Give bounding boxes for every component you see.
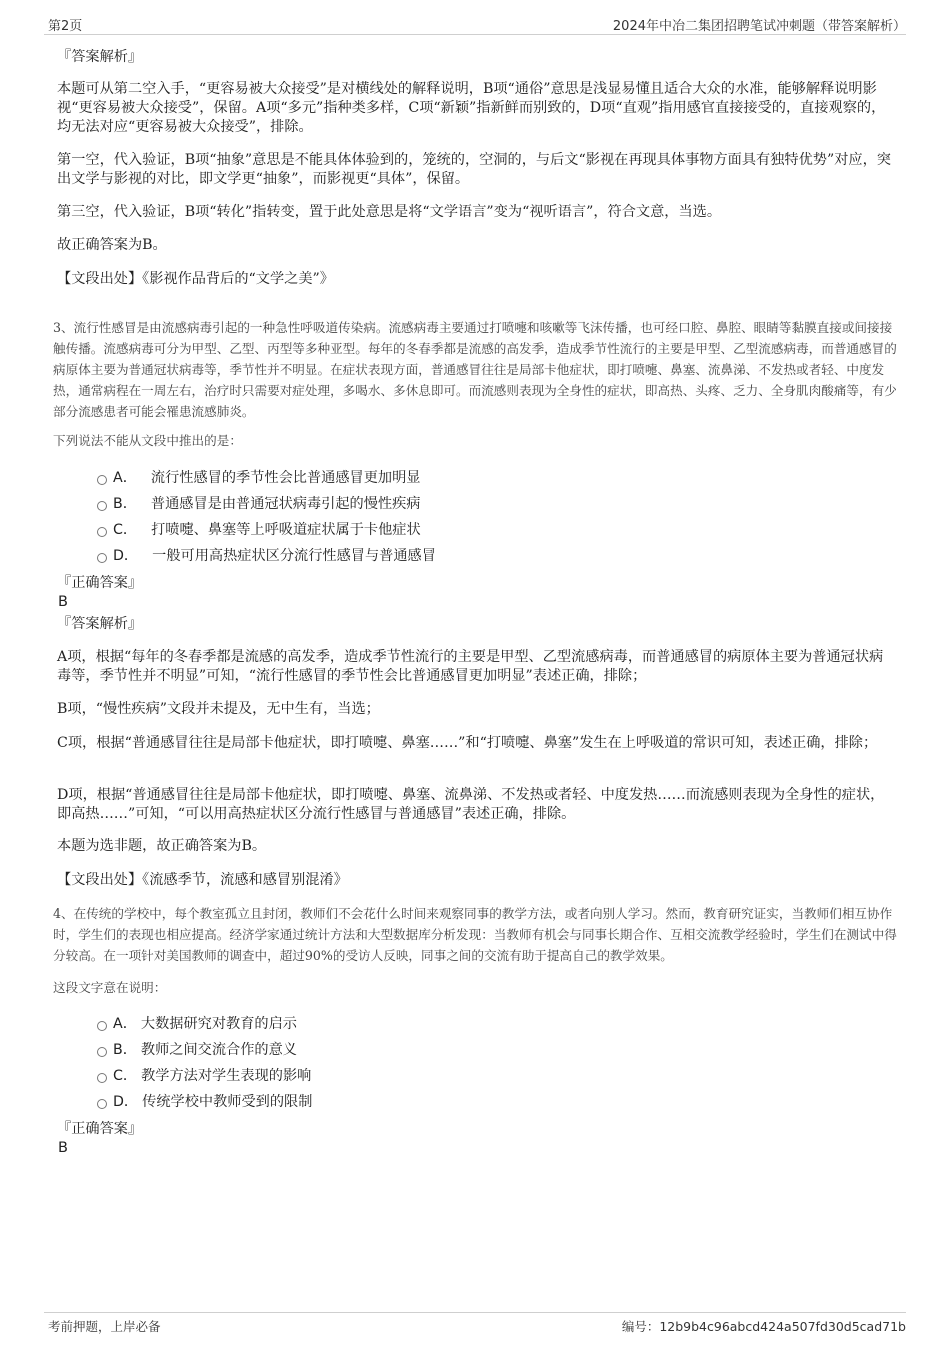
correct-answer: B xyxy=(58,594,68,610)
question-prompt: 这段文字意在说明： xyxy=(53,980,167,995)
analysis-paragraph: B项，“慢性疾病”文段并未提及，无中生有，当选； xyxy=(57,701,380,717)
radio-button[interactable] xyxy=(97,1099,107,1109)
correct-answer-heading: 『正确答案』 xyxy=(57,575,143,591)
option-c[interactable]: C． 教学方法对学生表现的影响 xyxy=(97,1066,877,1086)
analysis-paragraph: A项，根据“每年的冬春季都是流感的高发季，造成季节性流行的主要是甲型、乙型流感病毒，而普通感冒的病原体主要为普通冠状病毒等，季节性并不明显”可知，“流行性感冒的季节性会比普通感冒更加明显”表述正确，排除； xyxy=(57,649,884,684)
radio-button[interactable] xyxy=(97,553,107,563)
analysis-paragraph: 第一空，代入验证，B项“抽象”意思是不能具体体验到的，笼统的，空洞的，与后文“影视在再现具体事物方面具有独特优势”对应，突出文学与影视的对比，即文学更“抽象”，而影视更“具体”，保留。 xyxy=(57,152,891,187)
analysis-heading: 『答案解析』 xyxy=(57,49,143,65)
footer-slogan: 考前押题，上岸必备 xyxy=(48,1319,161,1334)
option-b[interactable]: B． 普通感冒是由普通冠状病毒引起的慢性疾病 xyxy=(97,494,877,514)
document-code: 编号：12b9b4c96abcd424a507fd30d5cad71b xyxy=(621,1319,906,1334)
analysis-heading: 『答案解析』 xyxy=(57,616,143,632)
radio-button[interactable] xyxy=(97,1047,107,1057)
radio-button[interactable] xyxy=(97,527,107,537)
radio-button[interactable] xyxy=(97,1073,107,1083)
option-d[interactable]: D． 传统学校中教师受到的限制 xyxy=(97,1092,877,1112)
correct-answer: B xyxy=(58,1140,68,1156)
radio-button[interactable] xyxy=(97,501,107,511)
question-passage: 3、流行性感冒是由流感病毒引起的一种急性呼吸道传染病。流感病毒主要通过打喷嚏和咳嗽等飞沫传播，也可经口腔、鼻腔、眼睛等黏膜直接或间接接触传播。流感病毒可分为甲型、乙型、丙型等多种亚型。每年的冬春季都是流感的高发季，造成季节性流行的主要是甲型、乙型流感病毒，而普通感冒的病原体主要为普通冠状病毒等，季节性并不明显。在症状表现方面，普通感冒往往是局部卡他症状，即打喷嚏、鼻塞、流鼻涕、不发热或者轻、中度发热，通常病程在一周左右，治疗时只需要对症处理，多喝水、多休息即可。而流感则表现为全身性的症状，即高热、头疼、乏力、全身肌肉酸痛等，有少部分流感患者可能会罹患流感肺炎。 xyxy=(53,320,897,419)
correct-answer-heading: 『正确答案』 xyxy=(57,1121,143,1137)
option-b[interactable]: B． 教师之间交流合作的意义 xyxy=(97,1040,877,1060)
analysis-paragraph: C项，根据“普通感冒往往是局部卡他症状，即打喷嚏、鼻塞……”和“打喷嚏、鼻塞”发生在上呼吸道的常识可知，表述正确，排除； xyxy=(57,735,878,751)
analysis-conclusion: 故正确答案为B。 xyxy=(57,237,167,253)
page-number: 第2页 xyxy=(48,19,83,34)
source-citation: 【文段出处】《流感季节，流感和感冒别混淆》 xyxy=(57,872,348,888)
option-a[interactable]: A． 大数据研究对教育的启示 xyxy=(97,1014,877,1034)
option-c[interactable]: C． 打喷嚏、鼻塞等上呼吸道症状属于卡他症状 xyxy=(97,520,877,540)
source-citation: 【文段出处】《影视作品背后的“文学之美”》 xyxy=(57,271,334,287)
analysis-paragraph: 本题可从第二空入手，“更容易被大众接受”是对横线处的解释说明，B项“通俗”意思是浅显易懂且适合大众的水准，能够解释说明影视“更容易被大众接受”，保留。A项“多元”指种类多样，C项“新颖”指新鲜而别致的，D项“直观”指用感官直接接受的，直接观察的，均无法对应“更容易被大众接受”，排除。 xyxy=(57,81,886,135)
page-footer xyxy=(44,1312,906,1337)
analysis-paragraph: 第三空，代入验证，B项“转化”指转变，置于此处意思是将“文学语言”变为“视听语言”，符合文意，当选。 xyxy=(57,204,722,220)
option-a[interactable]: A． 流行性感冒的季节性会比普通感冒更加明显 xyxy=(97,468,877,488)
analysis-conclusion: 本题为选非题，故正确答案为B。 xyxy=(57,838,267,854)
analysis-paragraph: D项，根据“普通感冒往往是局部卡他症状，即打喷嚏、鼻塞、流鼻涕、不发热或者轻、中度发热……而流感则表现为全身性的症状，即高热……”可知，“可以用高热症状区分流行性感冒与普通感冒”表述正确，排除。 xyxy=(57,787,885,822)
radio-button[interactable] xyxy=(97,475,107,485)
document-title: 2024年中冶二集团招聘笔试冲刺题（带答案解析） xyxy=(612,19,906,34)
radio-button[interactable] xyxy=(97,1021,107,1031)
page-header xyxy=(44,14,906,35)
question-passage: 4、在传统的学校中，每个教室孤立且封闭，教师们不会花什么时间来观察同事的教学方法，或者向别人学习。然而，教育研究证实，当教师们相互协作时，学生们的表现也相应提高。经济学家通过统计方法和大型数据库分析发现：当教师有机会与同事长期合作、互相交流教学经验时，学生们在测试中得分较高。在一项针对美国教师的调查中，超过90%的受访人反映，同事之间的交流有助于提高自己的教学效果。 xyxy=(53,906,897,963)
question-prompt: 下列说法不能从文段中推出的是： xyxy=(53,433,242,448)
option-d[interactable]: D． 一般可用高热症状区分流行性感冒与普通感冒 xyxy=(97,546,877,566)
